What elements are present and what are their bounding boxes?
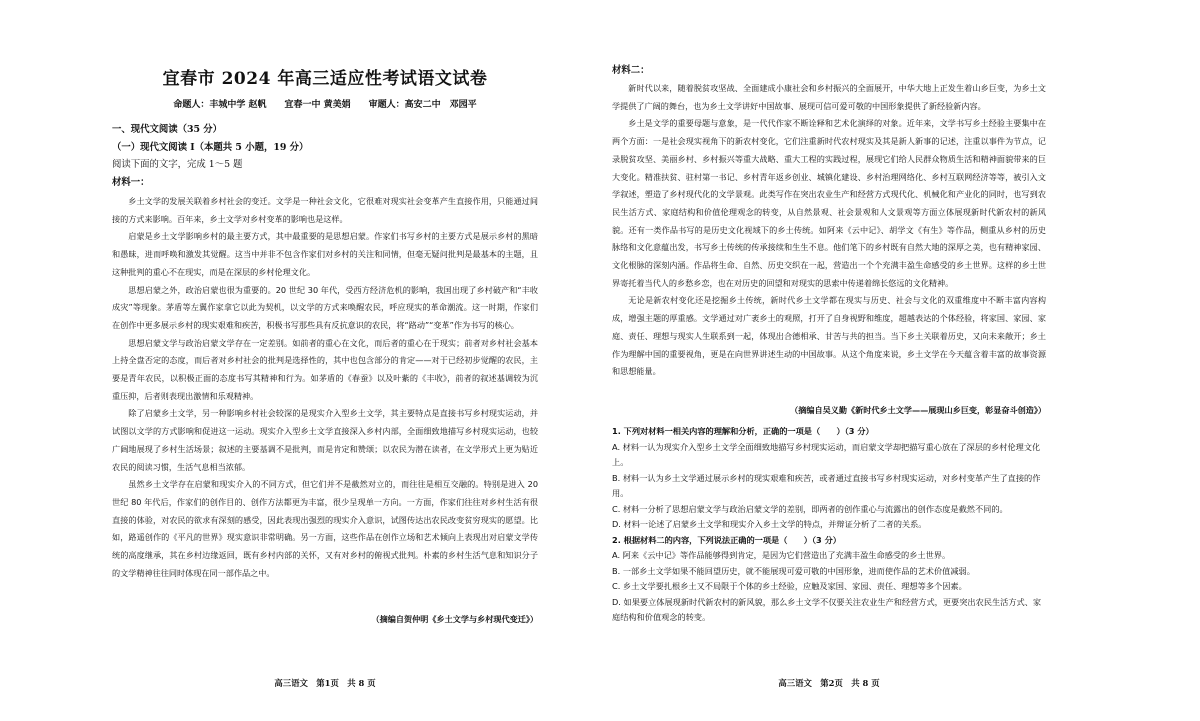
section-heading: 一、现代文阅读（35 分） [112, 124, 223, 135]
paragraph: 除了启蒙乡土文学，另一种影响乡村社会较深的是现实介入型乡土文学，其主要特点是直接书写乡村现实运动，并试图以文学的方式影响和促进这一运动。现实介入型乡土文学直接深入乡村内部，全面细致地描写乡村现实运动，也较广阔地展现了乡村生活场景；叙述的主要基调不是批判，而是肯定和赞颂；以农民为潜在读者，在文学形式上更为贴近农民的阅读习惯，生活气息相当浓郁。 [112, 408, 538, 472]
question-list [612, 424, 1046, 626]
page-one [112, 0, 538, 721]
paragraph: 思想启蒙文学与政治启蒙文学存在一定差别。如前者的重心在文化，而后者的重心在于现实；前者对乡村社会基本上持全盘否定的态度，而后者对乡村社会的批判是选择性的，其中也包含部分的肯定——对于已经初步觉醒的农民，主要是青年农民，以积极正面的态度书写其精神和行为。如茅盾的《春蚕》以及叶紫的《丰收》，前者的叙述基调较为沉重压抑，后者则表现出激情和乐观精神。 [112, 337, 538, 401]
reading-instruction: 阅读下面的文字，完成 1～5 题 [112, 159, 243, 170]
exam-title: 宜春市 2024 年高三适应性考试语文试卷 [162, 69, 488, 89]
material-two-label: 材料二： [612, 65, 650, 76]
page-footer: 高三语文 第2页 共 8 页 [778, 678, 880, 688]
paragraph: 无论是新农村变化还是挖掘乡土传统，新时代乡土文学都在现实与历史、社会与文化的双重维度中不断丰富内容构成，增强主题的厚重感。文学通过对广袤乡土的观照，打开了自身视野和维度，超越表达的个体经验，将家国、家园、家庭、责任、理想与现实人生联系到一起，体现出合德相承、甘苦与共的担当。当下乡土关联着历史，又向未来敞开；乡土作为理解中国的重要视角，更是在向世界讲述生动的中国故事。从这个角度来说，乡土文学在今天蕴含着丰富的故事资源和思想能量。 [612, 295, 1046, 377]
page-footer: 高三语文 第1页 共 8 页 [274, 678, 376, 688]
material-one-source: （摘编自贺仲明《乡土文学与乡村现代变迁》） [371, 614, 538, 624]
paragraph: 思想启蒙之外，政治启蒙也很为重要的。20 世纪 30 年代，受西方经济危机的影响，我国出现了乡村破产和“丰收成灾”等现象。茅盾等左翼作家拿它以此为契机，以文学的方式来唤醒农民，呼应现实的革命潮流。这一时期，作家们在创作中更多展示乡村的现实艰难和疾苦，积极书写那些具有反抗意识的农民，将“路动”“变革”作为书写的核心。 [112, 284, 538, 330]
question-stem: 1. 下列对材料一相关内容的理解和分析，正确的一项是（ ）（3 分） [612, 426, 874, 436]
question-option: D. 材料一论述了启蒙乡土文学和现实介入乡土文学的特点，并辩证分析了二者的关系。 [612, 519, 927, 529]
question-option: C. 乡土文学要扎根乡土又不局限于个体的乡土经验，应触及家国、家园、责任、理想等多个因素。 [612, 581, 967, 591]
paragraph: 乡土文学的发展关联着乡村社会的变迁。文学是一种社会文化，它很难对现实社会变革产生直接作用，只能通过间接的方式来影响。百年来，乡土文学对乡村变革的影响也是这样。 [112, 196, 538, 224]
question-option: C. 材料一分析了思想启蒙文学与政治启蒙文学的差别，即两者的创作重心与流露出的创作态度是截然不同的。 [612, 503, 1008, 514]
question-option: A. 材料一认为现实介入型乡土文学全面细致地描写乡村现实运动，而启蒙文学却把描写重心放在了深层的乡村伦理文化上。 [612, 441, 1041, 467]
question-stem: 2. 根据材料二的内容，下列说法正确的一项是（ ）（3 分） [612, 534, 841, 545]
page-two [612, 0, 1046, 721]
material-one-text [112, 193, 538, 582]
question-option: B. 一部乡土文学如果不能回望历史，就不能展现可爱可敬的中国形象，进而使作品的艺术价值减弱。 [612, 565, 975, 576]
paragraph: 乡土是文学的重要母题与意象，是一代代作家不断诠释和艺术化演绎的对象。近年来，文学书写乡土经验主要集中在两个方面：一是社会现实视角下的新农村变化，它们注重新时代农村现实及其是新人新事的记述，注重以事件为节点，记录脱贫攻坚、美丽乡村、乡村振兴等重大战略、重大工程的实践过程，展现它们给人民群众物质生活和精神面貌带来的巨大变化。精准扶贫、驻村第一书记、乡村青年返乡创业、城镇化建设、乡村治理网络化、乡村互联网经济等等，被引入文学叙述，塑造了乡村现代化的文学景观。此类写作在突出农业生产和经营方式现代化、机械化和产业化的同时，也写到农民生活方式、家庭结构和价值伦理观念的转变，从自然景观、社会景观和人文景观等方面立体展现新时代新农村的新风貌。还有一类作品书写的是历史文化视域下的乡土传统。如阿来《云中记》、胡学文《有生》等作品，侧重从乡村的历史脉络和文化意蕴出发，书写乡土传统的传承接续和生生不息。他们笔下的乡村既有自然大地的深厚之美，也有精神家园、文化根脉的深刻内涵。作品将生命、自然、历史交织在一起，营造出一个个充满丰盈生命感受的乡土世界。这样的乡土世界寄托着当代人的乡愁乡恋，也在对历史的回望和对现实的思索中传递着绵长悠远的文化精神。 [612, 118, 1046, 288]
question-option: B. 材料一认为乡土文学通过展示乡村的现实艰难和疾苦，或者通过直接书写乡村现实运动，对乡村变革产生了直接的作用。 [612, 472, 1041, 498]
paragraph: 启蒙是乡土文学影响乡村的最主要方式，其中最重要的是思想启蒙。作家们书写乡村的主要方式是展示乡村的黑暗和愚昧，进而呼唤和激发其觉醒。这当中并非不包含作家们对乡村的关注和同情，但毫无疑问批判是最基本的主题，且这种批判的重心不在现实，而是在深层的乡村伦理文化。 [112, 231, 538, 277]
material-two-text [612, 80, 1046, 381]
exam-authors: 命题人：丰城中学 赵帆 宜春一中 黄美娟 审题人：高安二中 邓园平 [173, 100, 477, 110]
subsection-heading: （一）现代文阅读 I（本题共 5 小题，19 分） [112, 142, 309, 153]
material-one-label: 材料一： [112, 177, 150, 188]
material-two-source: （摘编自吴义勤《新时代乡土文学——展现山乡巨变，彰显奋斗创造》） [790, 405, 1046, 415]
paragraph: 虽然乡土文学存在启蒙和现实介入的不同方式，但它们并不是截然对立的，而往往是相互交融的。特别是进入 20 世纪 80 年代后，作家们的创作目的、创作方法都更为丰富，很少呈现单一方向。一方面，作家们往往对乡村生活有很直接的体验，对农民的欲求有深刻的感受，因此表现出强烈的现实介入意识，试图传达出农民改变贫穷现实的愿望。比如，路遥创作的《平凡的世界》现实意识非常明确。另一方面，这些作品在创作立场和艺术倾向上表现出对启蒙文学传统的高度继承，其在乡村边缘返回，既有乡村内部的关怀，又有对乡村的俯视式批判。朴素的乡村生活气息和知识分子的文学精神往往同时体现在同一部作品之中。 [112, 479, 538, 578]
paragraph: 新时代以来，随着脱贫攻坚战、全面建成小康社会和乡村振兴的全面展开，中华大地上正发生着山乡巨变，为乡土文学提供了广阔的舞台，也为乡土文学讲好中国故事、展现可信可爱可敬的中国形象提供了新经验新内容。 [612, 83, 1046, 111]
question-option: A. 阿来《云中记》等作品能够得到肯定，是因为它们营造出了充满丰盈生命感受的乡土世界。 [612, 550, 951, 560]
question-option: D. 如果要立体展现新时代新农村的新风貌，那么乡土文学不仅要关注农业生产和经营方式，更要突出农民生活方式、家庭结构和价值观念的转变。 [612, 596, 1042, 622]
